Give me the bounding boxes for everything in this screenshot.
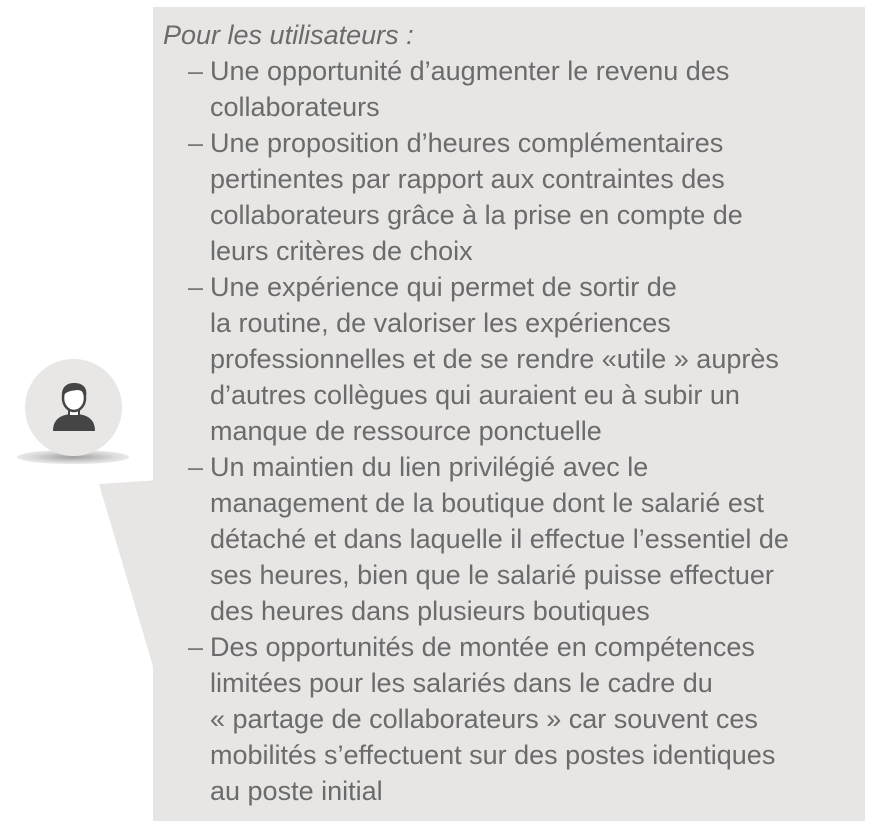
list-item-line: d’autres collègues qui auraient eu à subir un [210, 380, 740, 410]
list-item-line: Une opportunité d’augmenter le revenu des [210, 56, 730, 86]
dash-bullet: – [188, 632, 204, 662]
list-item-line: collaborateurs [210, 92, 380, 122]
list-item [163, 125, 865, 269]
user-icon [51, 381, 97, 433]
list-item [163, 449, 865, 629]
dash-bullet: – [188, 56, 204, 86]
benefit-list [163, 53, 865, 809]
list-item-line: management de la boutique dont le salarié est [210, 488, 764, 518]
list-item-line: professionnelles et de se rendre «utile » auprès [210, 344, 779, 374]
list-item [163, 269, 865, 449]
list-item-line: ses heures, bien que le salarié puisse effectuer [210, 560, 774, 590]
list-item-line: leurs critères de choix [210, 236, 473, 266]
list-item-line: collaborateurs grâce à la prise en compte de [210, 200, 743, 230]
list-item-line: au poste initial [210, 776, 383, 806]
list-item [163, 53, 865, 125]
list-item-line: manque de ressource ponctuelle [210, 416, 602, 446]
list-item-line: la routine, de valoriser les expériences [210, 308, 671, 338]
bubble-heading: Pour les utilisateurs : [163, 20, 414, 50]
list-item-line: pertinentes par rapport aux contraintes des [210, 164, 725, 194]
list-item-line: détaché et dans laquelle il effectue l’essentiel de [210, 524, 789, 554]
list-item [163, 629, 865, 809]
list-item-line: Une expérience qui permet de sortir de [210, 272, 677, 302]
speech-bubble [153, 7, 865, 821]
avatar [25, 359, 122, 456]
list-item-line: des heures dans plusieurs boutiques [210, 596, 650, 626]
list-item-line: Un maintien du lien privilégié avec le [210, 452, 649, 482]
list-item-line: « partage de collaborateurs » car souvent ces [210, 704, 758, 734]
list-item-line: limitées pour les salariés dans le cadre du [210, 668, 713, 698]
list-item-line: Une proposition d’heures complémentaires [210, 128, 724, 158]
dash-bullet: – [188, 452, 204, 482]
dash-bullet: – [188, 272, 204, 302]
dash-bullet: – [188, 128, 204, 158]
list-item-line: mobilités s’effectuent sur des postes identiques [210, 740, 776, 770]
list-item-line: Des opportunités de montée en compétences [210, 632, 755, 662]
